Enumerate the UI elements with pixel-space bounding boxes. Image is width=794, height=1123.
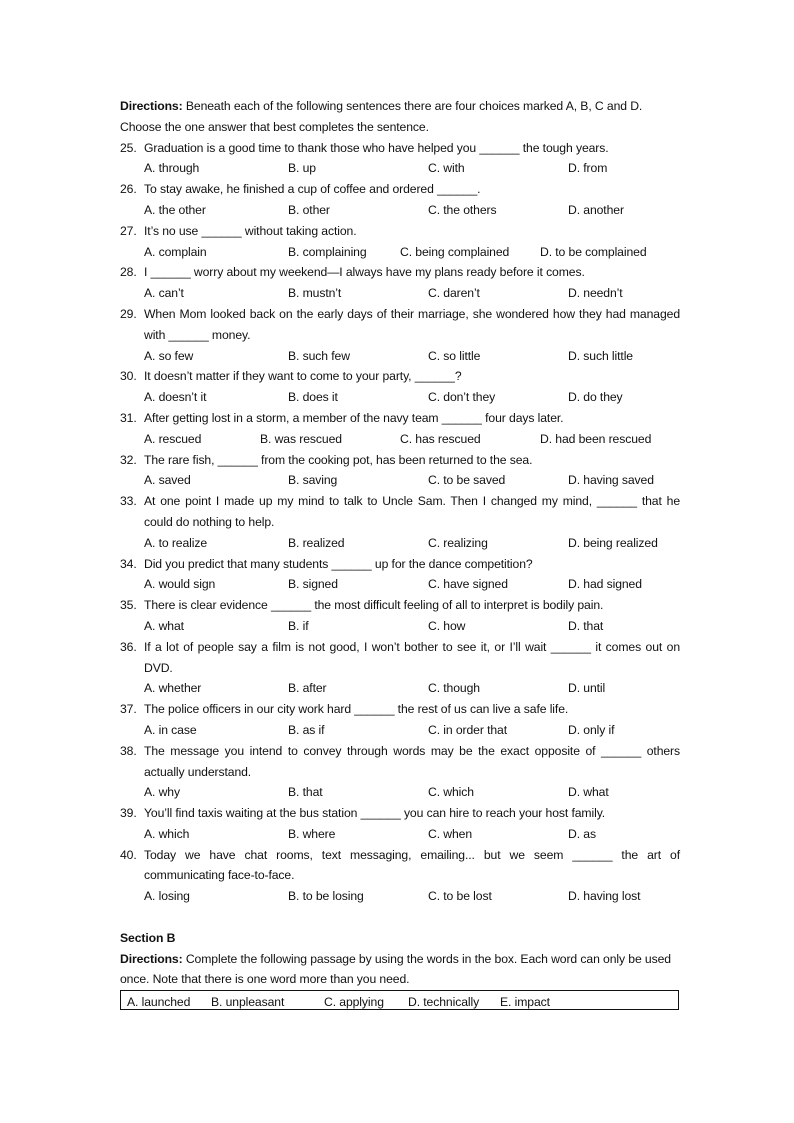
question-number: 33. (120, 494, 137, 509)
answer-option: D. needn’t (568, 286, 623, 301)
answer-option: C. don’t they (428, 390, 496, 405)
question-stem (120, 450, 680, 471)
question-stem (120, 179, 680, 200)
answer-option: C. being complained (400, 244, 510, 259)
question-stem (120, 595, 680, 616)
question-stem (120, 304, 680, 346)
answer-option: C. how (428, 618, 466, 633)
answer-option: A. whether (144, 681, 202, 696)
question-stem (120, 741, 680, 783)
answer-option: C. when (428, 826, 473, 841)
word-box (120, 990, 679, 1010)
answer-option: C. which (428, 785, 474, 800)
question-number: 36. (120, 639, 137, 654)
question-text: When Mom looked back on the early days of their marriage, she wondered how they had managed with ______ money. (144, 306, 680, 342)
question-text: To stay awake, he finished a cup of coffee and ordered ______. (144, 182, 481, 197)
answer-options (144, 720, 680, 741)
question-text: It doesn’t matter if they want to come to your party, ______? (144, 369, 462, 384)
question-stem (120, 699, 680, 720)
answer-option: B. was rescued (260, 431, 342, 446)
answer-option: A. can’t (144, 286, 184, 301)
answer-options (144, 782, 680, 803)
word-option: B. unpleasant (211, 995, 285, 1010)
answer-option: B. if (288, 618, 309, 633)
answer-options (144, 346, 680, 367)
answer-option: C. daren’t (428, 286, 480, 301)
answer-option: D. being realized (568, 535, 658, 550)
question-text: It’s no use ______ without taking action. (144, 223, 357, 238)
answer-option: B. signed (288, 577, 338, 592)
answer-option: B. saving (288, 473, 338, 488)
answer-options (144, 616, 680, 637)
answer-option: B. that (288, 785, 323, 800)
answer-option: A. losing (144, 889, 190, 904)
question-text: You’ll find taxis waiting at the bus station ______ you can hire to reach your host family. (144, 806, 606, 821)
answer-options (144, 158, 680, 179)
answer-option: B. other (288, 202, 330, 217)
answer-option: A. would sign (144, 577, 216, 592)
question-number: 30. (120, 369, 137, 384)
question-stem (120, 221, 680, 242)
answer-option: A. so few (144, 348, 194, 363)
answer-option: C. realizing (428, 535, 488, 550)
question-stem (120, 845, 680, 887)
question-text: If a lot of people say a film is not good, I won’t bother to see it, or I’ll wait ______ it comes out on DVD. (144, 639, 680, 675)
question-stem (120, 803, 680, 824)
question-text: The message you intend to convey through words may be the exact opposite of ______ others actually understand. (144, 743, 680, 779)
question-number: 27. (120, 223, 137, 238)
answer-option: C. with (428, 161, 465, 176)
answer-option: D. having lost (568, 889, 641, 904)
directions-text: Beneath each of the following sentences there are four choices marked A, B, C and D. Choose the one answer that best completes the sentence. (120, 99, 643, 134)
question-text: At one point I made up my mind to talk to Uncle Sam. Then I changed my mind, ______ that he could do nothing to help. (144, 494, 680, 529)
question-number: 32. (120, 452, 137, 467)
answer-option: C. the others (428, 202, 497, 217)
answer-option: B. up (288, 161, 316, 176)
answer-options (144, 200, 680, 221)
question-text: The rare fish, ______ from the cooking pot, has been returned to the sea. (144, 452, 533, 467)
question-stem (120, 408, 680, 429)
answer-option: A. the other (144, 202, 206, 217)
answer-option: D. another (568, 202, 624, 217)
answer-option: A. which (144, 826, 190, 841)
question-stem (120, 262, 680, 283)
answer-option: B. where (288, 826, 336, 841)
question-stem (120, 554, 680, 575)
answer-option: D. to be complained (540, 244, 647, 259)
answer-options (144, 429, 680, 450)
answer-option: D. had been rescued (540, 431, 652, 446)
question-number: 37. (120, 702, 137, 717)
question-stem (120, 491, 680, 533)
answer-option: B. to be losing (288, 889, 364, 904)
answer-option: D. that (568, 618, 604, 633)
answer-options (144, 242, 680, 263)
question-number: 31. (120, 410, 137, 425)
question-number: 38. (120, 743, 137, 758)
directions-label: Directions: (120, 99, 183, 113)
answer-option: B. after (288, 681, 327, 696)
answer-option: A. what (144, 618, 184, 633)
question-text: There is clear evidence ______ the most difficult feeling of all to interpret is bodily pain. (144, 598, 604, 613)
answer-options (144, 886, 680, 907)
answer-option: B. such few (288, 348, 350, 363)
answer-option: D. as (568, 826, 596, 841)
question-list (120, 138, 680, 907)
answer-option: D. had signed (568, 577, 642, 592)
answer-option: A. in case (144, 722, 197, 737)
question-text: Did you predict that many students ______ up for the dance competition? (144, 556, 533, 571)
answer-option: A. saved (144, 473, 191, 488)
answer-options (144, 533, 680, 554)
answer-option: D. such little (568, 348, 633, 363)
question-number: 28. (120, 265, 137, 280)
question-number: 39. (120, 806, 137, 821)
answer-option: D. only if (568, 722, 615, 737)
answer-option: B. mustn’t (288, 286, 342, 301)
answer-options (144, 574, 680, 595)
answer-option: A. through (144, 161, 200, 176)
answer-option: C. has rescued (400, 431, 481, 446)
answer-option: D. from (568, 161, 608, 176)
answer-option: C. to be saved (428, 473, 506, 488)
answer-option: D. what (568, 785, 609, 800)
answer-option: D. until (568, 681, 606, 696)
word-option: E. impact (500, 995, 550, 1010)
question-number: 26. (120, 182, 137, 197)
answer-options (144, 824, 680, 845)
question-number: 40. (120, 847, 137, 862)
section-b-title: Section B (120, 930, 176, 945)
answer-option: A. doesn’t it (144, 390, 207, 405)
question-stem (120, 138, 680, 159)
answer-option: D. do they (568, 390, 623, 405)
question-text: Graduation is a good time to thank those who have helped you ______ the tough years. (144, 140, 609, 155)
question-number: 34. (120, 556, 137, 571)
answer-option: D. having saved (568, 473, 654, 488)
directions-a (120, 96, 680, 138)
answer-option: C. have signed (428, 577, 508, 592)
word-option: C. applying (324, 995, 384, 1010)
answer-option: C. though (428, 681, 480, 696)
question-text: The police officers in our city work hard ______ the rest of us can live a safe life. (144, 702, 569, 717)
question-number: 25. (120, 140, 137, 155)
answer-option: A. complain (144, 244, 207, 259)
document-page (120, 96, 680, 1010)
word-option: D. technically (408, 995, 480, 1010)
answer-option: C. in order that (428, 722, 508, 737)
answer-options (144, 387, 680, 408)
question-text: Today we have chat rooms, text messaging, emailing... but we seem ______ the art of communicating face-to-face. (144, 847, 680, 883)
question-stem (120, 366, 680, 387)
answer-option: B. complaining (288, 244, 367, 259)
question-number: 35. (120, 598, 137, 613)
answer-option: C. so little (428, 348, 481, 363)
answer-option: B. does it (288, 390, 338, 405)
directions-label: Directions: (120, 951, 183, 966)
answer-option: C. to be lost (428, 889, 492, 904)
directions-text: Complete the following passage by using the words in the box. Each word can only be used once. Note that there is one word more than you need. (120, 951, 671, 987)
answer-options (144, 470, 680, 491)
answer-option: A. why (144, 785, 180, 800)
answer-option: B. realized (288, 535, 345, 550)
question-text: I ______ worry about my weekend—I always have my plans ready before it comes. (144, 265, 585, 280)
answer-option: B. as if (288, 722, 325, 737)
answer-options (144, 283, 680, 304)
directions-b (120, 949, 680, 991)
question-text: After getting lost in a storm, a member of the navy team ______ four days later. (144, 410, 564, 425)
word-option: A. launched (127, 995, 191, 1010)
answer-option: A. to realize (144, 535, 208, 550)
answer-options (144, 678, 680, 699)
question-stem (120, 637, 680, 679)
answer-option: A. rescued (144, 431, 202, 446)
question-number: 29. (120, 306, 137, 321)
